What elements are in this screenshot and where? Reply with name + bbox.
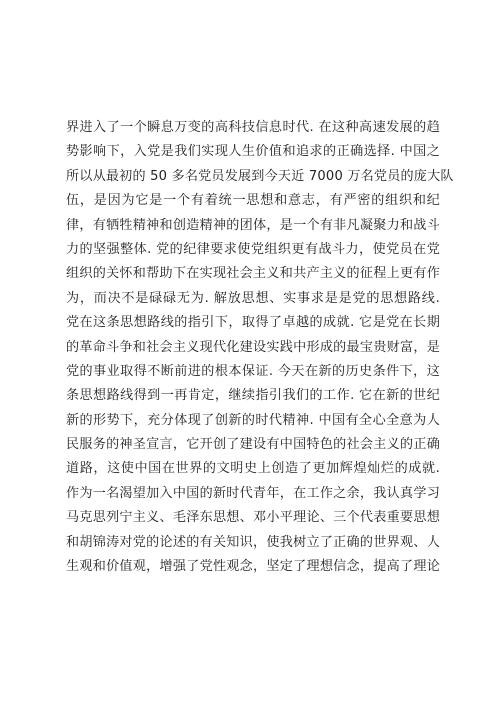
text-line: 和胡锦涛对党的论述的有关知识，使我树立了正确的世界观、人 — [66, 534, 440, 550]
text-line: 马克思列宁主义、毛泽东思想、邓小平理论、三个代表重要思想 — [66, 510, 440, 526]
text-line: 生观和价值观，增强了党性观念，坚定了理想信念，提高了理论 — [66, 559, 440, 575]
text-line: 新的形势下，充分体现了创新的时代精神. 中国有全心全意为人 — [66, 412, 440, 428]
text-line: 民服务的神圣宣言，它开创了建设有中国特色的社会主义的正确 — [66, 437, 440, 453]
text-line: 党在这条思想路线的指引下，取得了卓越的成就. 它是党在长期 — [66, 315, 440, 331]
text-line: 党的事业取得不断前进的根本保证. 今天在新的历史条件下，这 — [66, 363, 440, 379]
text-line: 律，有牺牲精神和创造精神的团体，是一个有非凡凝聚力和战斗 — [66, 217, 440, 233]
text-line: 界进入了一个瞬息万变的高科技信息时代. 在这种高速发展的趋 — [66, 120, 440, 135]
body-paragraph — [66, 116, 454, 579]
text-line: 伍，是因为它是一个有着统一思想和意志，有严密的组织和纪 — [66, 193, 440, 209]
text-line: 条思想路线得到一再肯定，继续指引我们的工作. 它在新的世纪 — [66, 388, 440, 404]
text-line: 为，而决不是碌碌无为. 解放思想、实事求是是党的思想路线. — [66, 290, 440, 306]
text-line: 道路，这使中国在世界的文明史上创造了更加辉煌灿烂的成就. — [66, 461, 440, 477]
text-line: 势影响下，入党是我们实现人生价值和追求的正确选择. 中国之 — [66, 144, 440, 160]
text-line: 组织的关怀和帮助下在实现社会主义和共产主义的征程上更有作 — [66, 266, 440, 282]
text-line: 作为一名渴望加入中国的新时代青年，在工作之余，我认真学习 — [66, 485, 440, 501]
text-line: 的革命斗争和社会主义现代化建设实践中形成的最宝贵财富，是 — [66, 339, 440, 355]
text-line: 力的坚强整体. 党的纪律要求使党组织更有战斗力，使党员在党 — [66, 241, 440, 257]
text-line: 所以从最初的 50 多名党员发展到今天近 7000 万名党员的庞大队 — [66, 168, 454, 184]
